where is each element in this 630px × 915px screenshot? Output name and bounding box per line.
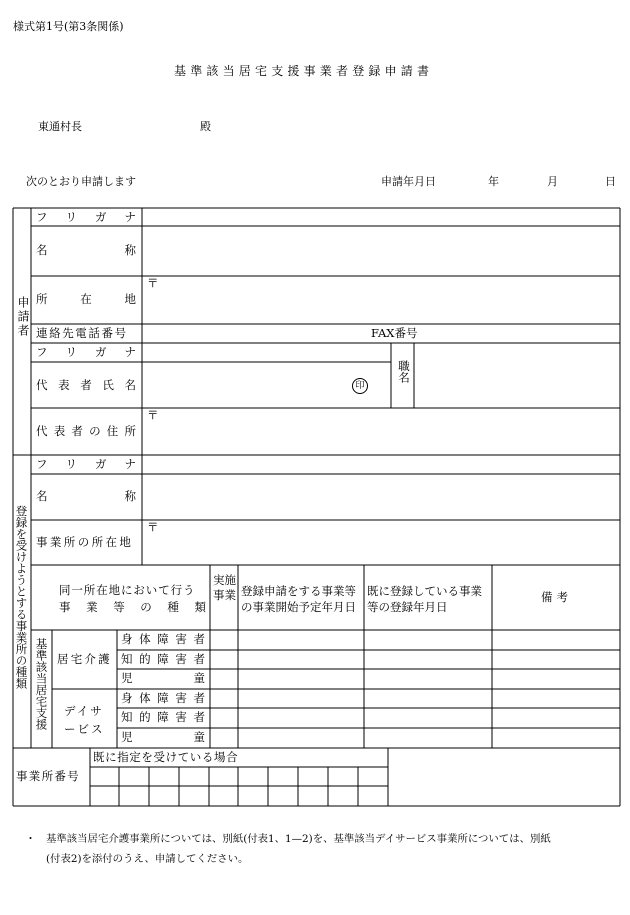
title-label: 職名 — [397, 360, 411, 383]
facility-address-label: 事業所の所在地 — [36, 535, 134, 549]
remarks-cell[interactable] — [493, 709, 619, 727]
home-care-label: 居宅介護 — [57, 652, 112, 666]
applicant-furigana-label: フ リ ガ ナ — [36, 210, 136, 224]
header-remarks: 備考 — [541, 589, 572, 604]
header-same-location-line1: 同一所在地において行う — [59, 583, 196, 597]
start-date-cell[interactable] — [239, 690, 363, 708]
start-date-cell[interactable] — [239, 709, 363, 727]
registered-date-cell[interactable] — [365, 670, 491, 688]
office-number-digit-cell[interactable] — [299, 768, 327, 805]
service-type-label: 知 的 障 害 者 — [121, 652, 205, 666]
implemented-cell[interactable] — [211, 651, 237, 669]
registered-date-cell[interactable] — [365, 729, 491, 747]
applicant-name-field[interactable] — [143, 227, 619, 275]
rep-furigana-label: フ リ ガ ナ — [36, 345, 136, 359]
rep-postal-mark: 〒 — [147, 408, 159, 422]
implemented-cell[interactable] — [211, 709, 237, 727]
start-date-cell[interactable] — [239, 670, 363, 688]
implemented-cell[interactable] — [211, 670, 237, 688]
facility-furigana-field[interactable] — [143, 456, 619, 473]
postal-mark: 〒 — [147, 276, 159, 290]
rep-address-label: 代 表 者 の 住 所 — [36, 424, 136, 438]
rep-name-label: 代 表 者 氏 名 — [36, 378, 136, 392]
category-label: 基準該当居宅支援 — [34, 638, 49, 730]
applicant-furigana-field[interactable] — [143, 209, 619, 225]
rep-furigana-field[interactable] — [143, 344, 390, 361]
phone-label: 連絡先電話番号 — [36, 326, 128, 340]
rep-address-field[interactable] — [143, 409, 619, 454]
header-implemented: 実施事業 — [213, 573, 236, 602]
registered-date-cell[interactable] — [365, 651, 491, 669]
office-number-digit-cell[interactable] — [239, 768, 267, 805]
date-year: 年 — [488, 175, 499, 188]
remarks-cell[interactable] — [493, 651, 619, 669]
note-bullet: ・ — [25, 832, 36, 845]
office-number-digit-cell[interactable] — [329, 768, 357, 805]
implemented-cell[interactable] — [211, 690, 237, 708]
service-type-label: 児 童 — [121, 671, 205, 685]
title-field[interactable] — [415, 344, 619, 407]
office-number-digit-cell[interactable] — [150, 768, 178, 805]
applicant-address-label: 所 在 地 — [36, 292, 136, 306]
service-type-label: 知 的 障 害 者 — [121, 710, 205, 724]
header-registered: 既に登録している事業等の登録年月日 — [367, 584, 482, 614]
remarks-cell[interactable] — [493, 631, 619, 649]
note-line1: 基準該当居宅介護事業所については、別紙(付表1、1—2)を、基準該当デイサービス事業所については、別紙 — [46, 833, 551, 845]
registered-date-cell[interactable] — [365, 690, 491, 708]
registered-date-cell[interactable] — [365, 709, 491, 727]
intro-text: 次のとおり申請します — [26, 175, 136, 188]
remarks-cell[interactable] — [493, 729, 619, 747]
date-month: 月 — [547, 175, 558, 188]
start-date-cell[interactable] — [239, 729, 363, 747]
registered-date-cell[interactable] — [365, 631, 491, 649]
form-title: 基準該当居宅支援事業者登録申請書 — [174, 64, 434, 78]
seal-mark: 印 — [352, 378, 368, 394]
date-day: 日 — [605, 175, 616, 188]
service-type-label: 身 体 障 害 者 — [121, 691, 205, 705]
facility-address-field[interactable] — [143, 521, 619, 564]
form-number: 様式第1号(第3条関係) — [13, 20, 124, 33]
office-number-digit-cell[interactable] — [180, 768, 208, 805]
note-line2: (付表2)を添付のうえ、申請してください。 — [46, 853, 249, 865]
header-same-location-line2: 事 業 等 の 種 類 — [59, 600, 206, 614]
office-number-digit-cell[interactable] — [120, 768, 148, 805]
fax-label: FAX番号 — [371, 326, 418, 340]
service-type-label: 身 体 障 害 者 — [121, 632, 205, 646]
office-number-digit-cell[interactable] — [359, 768, 387, 805]
rep-name-field[interactable] — [143, 363, 343, 407]
day-service-label: デイサービス — [64, 704, 105, 736]
office-number-label: 事業所番号 — [16, 769, 80, 783]
start-date-cell[interactable] — [239, 631, 363, 649]
implemented-cell[interactable] — [211, 729, 237, 747]
facility-name-field[interactable] — [143, 475, 619, 519]
applicant-section-label: 申請者 — [16, 296, 30, 338]
facility-name-label: 名 称 — [36, 489, 136, 503]
facility-section-label: 登録を受けようとする事業所の種類 — [14, 505, 29, 689]
implemented-cell[interactable] — [211, 631, 237, 649]
service-type-label: 児 童 — [121, 730, 205, 744]
remarks-cell[interactable] — [493, 690, 619, 708]
applicant-address-field[interactable] — [143, 277, 619, 323]
designated-label: 既に指定を受けている場合 — [93, 750, 239, 764]
addressee-name: 東通村長 — [38, 120, 82, 133]
applicant-name-label: 名 称 — [36, 243, 136, 257]
date-label: 申請年月日 — [381, 175, 436, 188]
fax-field[interactable] — [420, 325, 619, 342]
office-number-digit-cell[interactable] — [91, 768, 119, 805]
remarks-cell[interactable] — [493, 670, 619, 688]
office-number-digit-cell[interactable] — [210, 768, 238, 805]
header-start-date: 登録申請をする事業等の事業開始予定年月日 — [241, 584, 356, 614]
phone-field[interactable] — [143, 325, 363, 342]
facility-postal-mark: 〒 — [147, 520, 159, 534]
start-date-cell[interactable] — [239, 651, 363, 669]
addressee-honorific: 殿 — [200, 120, 211, 133]
facility-furigana-label: フ リ ガ ナ — [36, 457, 136, 471]
office-number-digit-cell[interactable] — [269, 768, 297, 805]
